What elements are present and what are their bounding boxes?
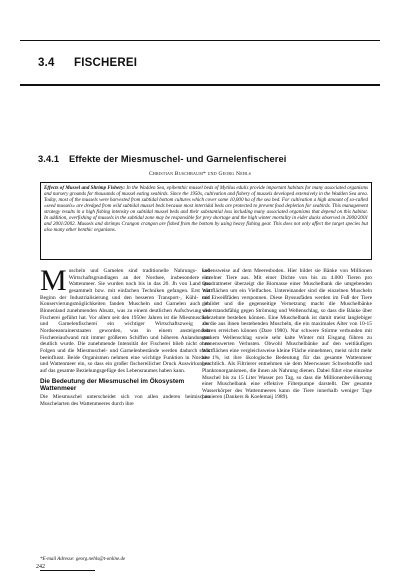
intro-paragraph: [40, 264, 210, 375]
footnote: *E-mail Adresse: georg.nehls@t-online.de: [40, 557, 126, 562]
body-column-right: [202, 268, 372, 401]
right-column-paragraph: Lebensweise auf dem Meeresboden. Hier bildet sie Bänke von Millionen einzelner Tiere aus. Mit einer Dichte von bis zu 4.000 Tieren pro Quadratmeter überzeigt die Biomasse einer Muschelbank die umgebenden Wattflächen um ein Vielfaches. Untereinander sind die einzelnen Muscheln mit Eiweißfäden versponnen. Diese Byssusfäden werden im Fuß der Tiere gebildet und die gegenseitige Vernetzung macht die Muschelbänke widerstandsfähig gegen Strömung und Wellenschlag, so dass die Bänke über Jahrzehnte bestehen können. Eine Muschelbank ist damit meist langlebiger als die aus ihnen bestehenden Muscheln, die ein maximales Alter von 10-15 Jahren erreichen können (Dare 1980). Nur schwere Stürme verbunden mit starkem Wellenschlag sowie sehr kalte Winter mit Eisgang führen zu nennenswerten Verlusten. Obwohl Muschelbänke auf den weitläufigen Wattflächen eine vergleichsweise kleine Fläche einnehmen, meist nicht mehr als 1%, ist ihre ökologische Bedeutung für das gesamte Wattenmeer beachtlich. Als Filtrierer entnehmen sie dem Meerwasser Schwebstoffe und Planktonorganismen, die ihnen als Nahrung dienen. Dabei führt eine einzelne Muschel bis zu 15 Liter Wasser pro Tag, so dass die Millionenbevölkerung einer Muschelbank eine effektive Filterpumpe darstellt. Der gesamte Wasserkörper des Wattenmeeres kann die Tiere innerhalb weniger Tage passieren (Dankers & Koelemaij 1989).: [202, 268, 372, 401]
intro-text: uscheln und Garnelen sind traditionelle Nahrungs- und Wirtschaftsgrundlagen an der Nordsee, insbesondere im Wattenmeer. Sie wurden noch bis in das 20. Jh von Land aus gesammelt bzw. mit einfachen Techniken gefangen. Erst mit Beginn der Industrialisierung und den besseren Transport-, Kühl- und Konservierungsmöglichkeiten fanden Muscheln und Garnelen auch im Binnenland zunehmenden Absatz, was zu einem deutlichen Aufschwung der Fischerei geführt hat. Vor allem seit den 1950er Jahren ist die Miesmuschel- und Garnelenfischerei ein wichtiger Wirtschaftszweig der Nordseeanrainerstaaten geworden, was in einem ansteigendem Fischereiaufwand mit immer größeren Schiffen und höheren Anlandungen deutlich wurde. Die zunehmende Intensität der Fischerei blieb nicht ohne Folgen und die Miesmuschel- und Garnelenbestände werden dadurch stark beeinflusst. Beide Organismen nehmen eine wichtige Funktion in Nordsee und Wattenmeer ein, so dass ein großer fischereilicher Druck Auswirkungen auf das gesamte Beziehungsgefüge des Lebensraumes haben kann.: [40, 268, 210, 374]
chapter-number: 3.4: [38, 57, 55, 69]
section-title: Effekte der Miesmuschel- und Garnelenfischerei: [69, 154, 287, 164]
drop-cap: M: [40, 264, 67, 297]
authors-line: Christian Buschbaum* und Georg Nehls: [148, 171, 252, 177]
abstract-lead: Effects of Mussel and Shrimp Fishery:: [44, 185, 126, 191]
chapter-title: FISCHEREI: [74, 57, 138, 69]
top-rule: [20, 40, 380, 41]
body-column-left: [40, 264, 210, 408]
english-abstract-box: [40, 182, 372, 260]
footnote-rule: [40, 570, 95, 571]
page-number: 242: [36, 564, 45, 570]
chapter-heading: [38, 57, 137, 69]
subsection-paragraph: Die Miesmuschel unterscheidet sich von allen anderen heimischen Muschelarten des Wattenmeeres durch ihre: [40, 394, 210, 407]
abstract-text: In the Wadden Sea, epibenthic mussel beds of Mytilus edulis provide important habitats for many associated organisms and nursery grounds for thousands of mussel eating seabirds. Since the 1950s, cultivation and fishery of mussels developed extensively in the Wadden Sea area. Today, most of the mussels were harvested from subtidal bottom cultures which cover some 10,000 ha of the sea bed. For cultivation a high amount of so-called «seed mussels» are dredged from wild subtidal mussel beds because most intertidal beds are protected to prevent food depletion for seabirds. This management strategy results in a high fishing intensity on subtidal mussel beds and their substantial loss including many associated organisms that depend on this habitat. In addition, overfishing of mussels in the subtidal zone may be responsible for prey shortage and the high winter mortality in eider ducks observed in 2000/2001 and 2001/2002. Mussels and shrimps Crangon crangon are fished from the bottom by using heavy fishing gear. This does not only affect the target species but also many other benthic organisms.: [44, 185, 369, 234]
section-heading: [38, 154, 286, 164]
section-number: 3.4.1: [38, 154, 60, 164]
subsection-heading: Die Bedeutung der Miesmuschel im Ökosystem Wattenmeer: [40, 377, 185, 392]
chapter-rule: [20, 84, 380, 86]
